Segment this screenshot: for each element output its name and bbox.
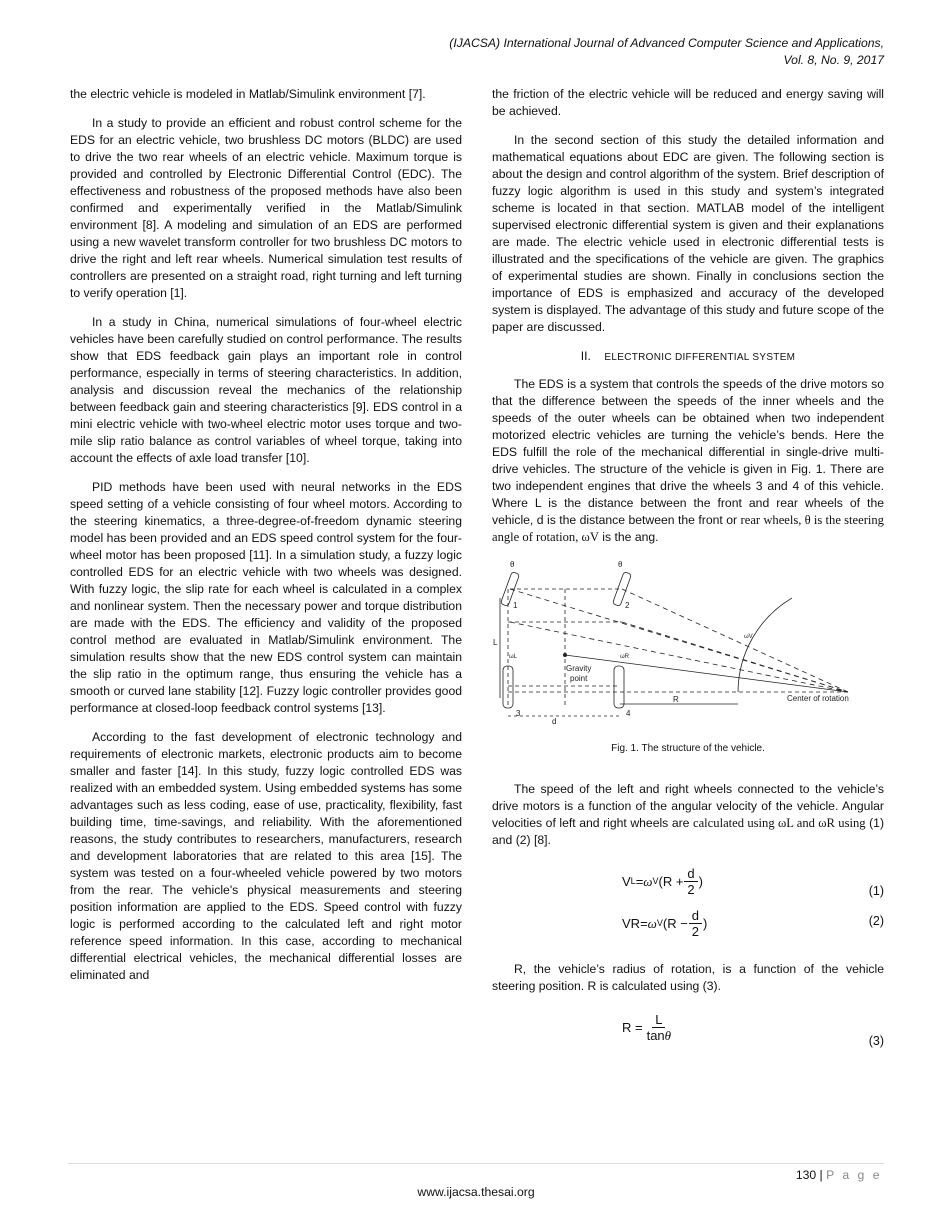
width-label: d xyxy=(552,717,557,726)
paragraph: the electric vehicle is modeled in Matlab/Simulink environment [7]. xyxy=(70,87,426,101)
gravity-label: Gravity xyxy=(566,664,592,673)
page-number: 130 | P a g e xyxy=(795,1168,882,1182)
equation-number: (1) xyxy=(868,884,884,898)
wheel-label-2: 2 xyxy=(625,601,630,610)
paragraph: In the second section of this study the detailed information and mathematical equations about EDC are given. The following section is about the design and control algorithm of the system. Brief description of fuzzy logic algorithm is used in this study and system’s integrated scheme is located in that section. MATLAB model of the intelligent supervised electronic differential system is given and their explanations are made. The electric vehicle used in electronic differential tests is illustrated and the specifications of the vehicle are given. The graphics of experimental studies are shown. Finally in conclusions section the importance of EDS is emphasized and accuracy of the developed system is displayed. The advantage of this study and future scope of the paper are discussed. xyxy=(492,133,884,334)
section-number: II. xyxy=(580,349,591,363)
paragraph: The speed of the left and right wheels connected to the vehicle’s drive motors is a function of the angular velocity of the vehicle. Angular velocities of left and right wheels are calculated using ωL and ωR using (1) and (2) [8]. xyxy=(492,782,885,847)
paragraph-serif-run: rear wheels, θ is the steering angle of rotation, ωV xyxy=(492,513,884,544)
left-column xyxy=(70,86,462,996)
paragraph: PID methods have been used with neural networks in the EDS speed setting of a vehicle consisting of four wheel motors. According to the steering kinematics, a three-degree-of-freedom dynamic steering model has been provided and an EDS speed control system for the four-wheel motor has been proposed [11]. In a simulation study, a fuzzy logic controlled EDS for an electric vehicle with two wheels was designed. With fuzzy logic, the slip rate for each wheel is calculated in a complex and nonlinear system. Then the necessary power and torque distribution are made with the EDS. The efficiency and validity of the proposed control method are evaluated in Matlab/Simulink environment. The simulation results show that the new EDS control system can maintain the slip ratio in the optimum range, thus ensuring the vehicle has a smooth or curved lane stability [12]. Fuzzy logic controller provides good performance at closed-loop feedback control systems [13]. xyxy=(70,480,462,715)
footer-website: www.ijacsa.thesai.org xyxy=(417,1185,535,1199)
wheel-label-4: 4 xyxy=(626,709,631,718)
omega-right-label: ωR xyxy=(620,654,630,660)
theta-label: θ xyxy=(510,560,515,569)
journal-title: (IJACSA) International Journal of Advanced Computer Science and Applications, xyxy=(449,36,884,50)
radius-label: R xyxy=(673,695,679,704)
wheel-label-3: 3 xyxy=(516,709,521,718)
equation-number: (2) xyxy=(868,914,884,928)
paragraph: According to the fast development of electronic technology and requirements of electronic markets, electronic products aim to become smaller and faster [14]. In this study, fuzzy logic controlled EDS was realized with an embedded system. Using embedded systems has some advantages such as less coding, ease of use, practicality, flexibility, fast building time, time-savings, and reliability. With the aforementioned reasons, the study contributes to researchers, manufacturers, research and development laboratories that are related to this area [15]. The system was tested on a four-wheeled vehicle powered by two motors from the rear. The vehicle's physical measurements and steering position information are applied to the EDS. Speed control with fuzzy logic is performed according to the calculated left and right motor reference speed information. In this case, according to mechanical differential electrical vehicles, the mechanical differential losses are eliminated and xyxy=(70,730,462,982)
paragraph: the friction of the electric vehicle will be reduced and energy saving will be achieved. xyxy=(492,87,884,118)
equation-number: (3) xyxy=(868,1034,884,1048)
section-title: ELECTRONIC DIFFERENTIAL SYSTEM xyxy=(604,352,796,363)
volume-info: Vol. 8, No. 9, 2017 xyxy=(783,53,884,67)
length-label: L xyxy=(493,638,498,647)
theta-label: θ xyxy=(618,560,623,569)
equation-3: R = $\frac{L}{\tan\theta}$ (3) xyxy=(622,1011,884,1048)
figure-caption: Fig. 1. The structure of the vehicle. xyxy=(611,743,765,754)
wheel-label-1: 1 xyxy=(513,601,518,610)
equation-2: VR = ω V (R − $\frac{d}{2}$ ) (2) xyxy=(622,907,884,939)
omega-left-label: ωL xyxy=(509,654,518,660)
omega-vehicle-label: ωV xyxy=(744,634,753,640)
paragraph: The EDS is a system that controls the speeds of the drive motors so that the difference between the speeds of the inner wheels and the speeds of the outer wheels can be obtained when two independent motorized electric vehicles are turning the vehicle’s bends. Here the EDS fulfill the role of the mechanical differential in single-drive multi-drive vehicles. The structure of the vehicle is given in Fig. 1. There are two independent engines that drive the wheels 3 and 4 of this vehicle. Where L is the distance between the front and rear wheels of the vehicle, d is the distance between the front or rear wheels, θ is the steering angle of rotation, ωV is the ang. xyxy=(492,377,884,544)
paragraph: In a study in China, numerical simulations of four-wheel electric vehicles have been carefully studied on control performance. The results show that EDS feedback gain plays an important role in control performance, especially in terms of steering characteristics. In addition, analysis and discussion reveal the mechanics of the relationship between feedback gain and steering characteristics [9]. EDS control in a mini electric vehicle with two-wheel electric motor uses torque and two-mile slip ratio balance as control variables of wheel torque, taking into account the effects of axle load transfer [10]. xyxy=(70,315,462,465)
vehicle-diagram xyxy=(492,558,884,736)
footer-divider xyxy=(68,1163,884,1164)
center-label: Center of rotation xyxy=(787,694,849,703)
paragraph: In a study to provide an efficient and robust control scheme for the EDS for an electric vehicle, two brushless DC motors (BLDC) are used to drive the two rear wheels of an electric vehicle. Maximum torque is provided and controlled by Electronic Differential Control (EDC). The effectiveness and robustness of the proposed methods have also been confirmed and experimentally verified in the Matlab/Simulink environment [8]. A modeling and simulation of an EDS are performed using a new wavelet transform controller for two brushless DC motors to drive the right and left rear wheels. Numerical simulation test results of controllers are presented on a straight road, right turning and left turning to verify operation [1]. xyxy=(70,116,462,300)
paragraph-serif-run: calculated using ωL and ωR using xyxy=(693,816,866,830)
section-heading xyxy=(492,348,884,366)
running-header xyxy=(449,35,884,69)
paragraph: R, the vehicle’s radius of rotation, is a function of the vehicle steering position. R is calculated using (3). xyxy=(492,962,884,993)
right-column xyxy=(492,86,884,1047)
equation-1: V L = ω V (R + $\frac{d}{2}$ ) (1) xyxy=(622,865,884,898)
gravity-label-2: point xyxy=(570,674,588,683)
figure-vehicle-structure xyxy=(492,558,884,736)
